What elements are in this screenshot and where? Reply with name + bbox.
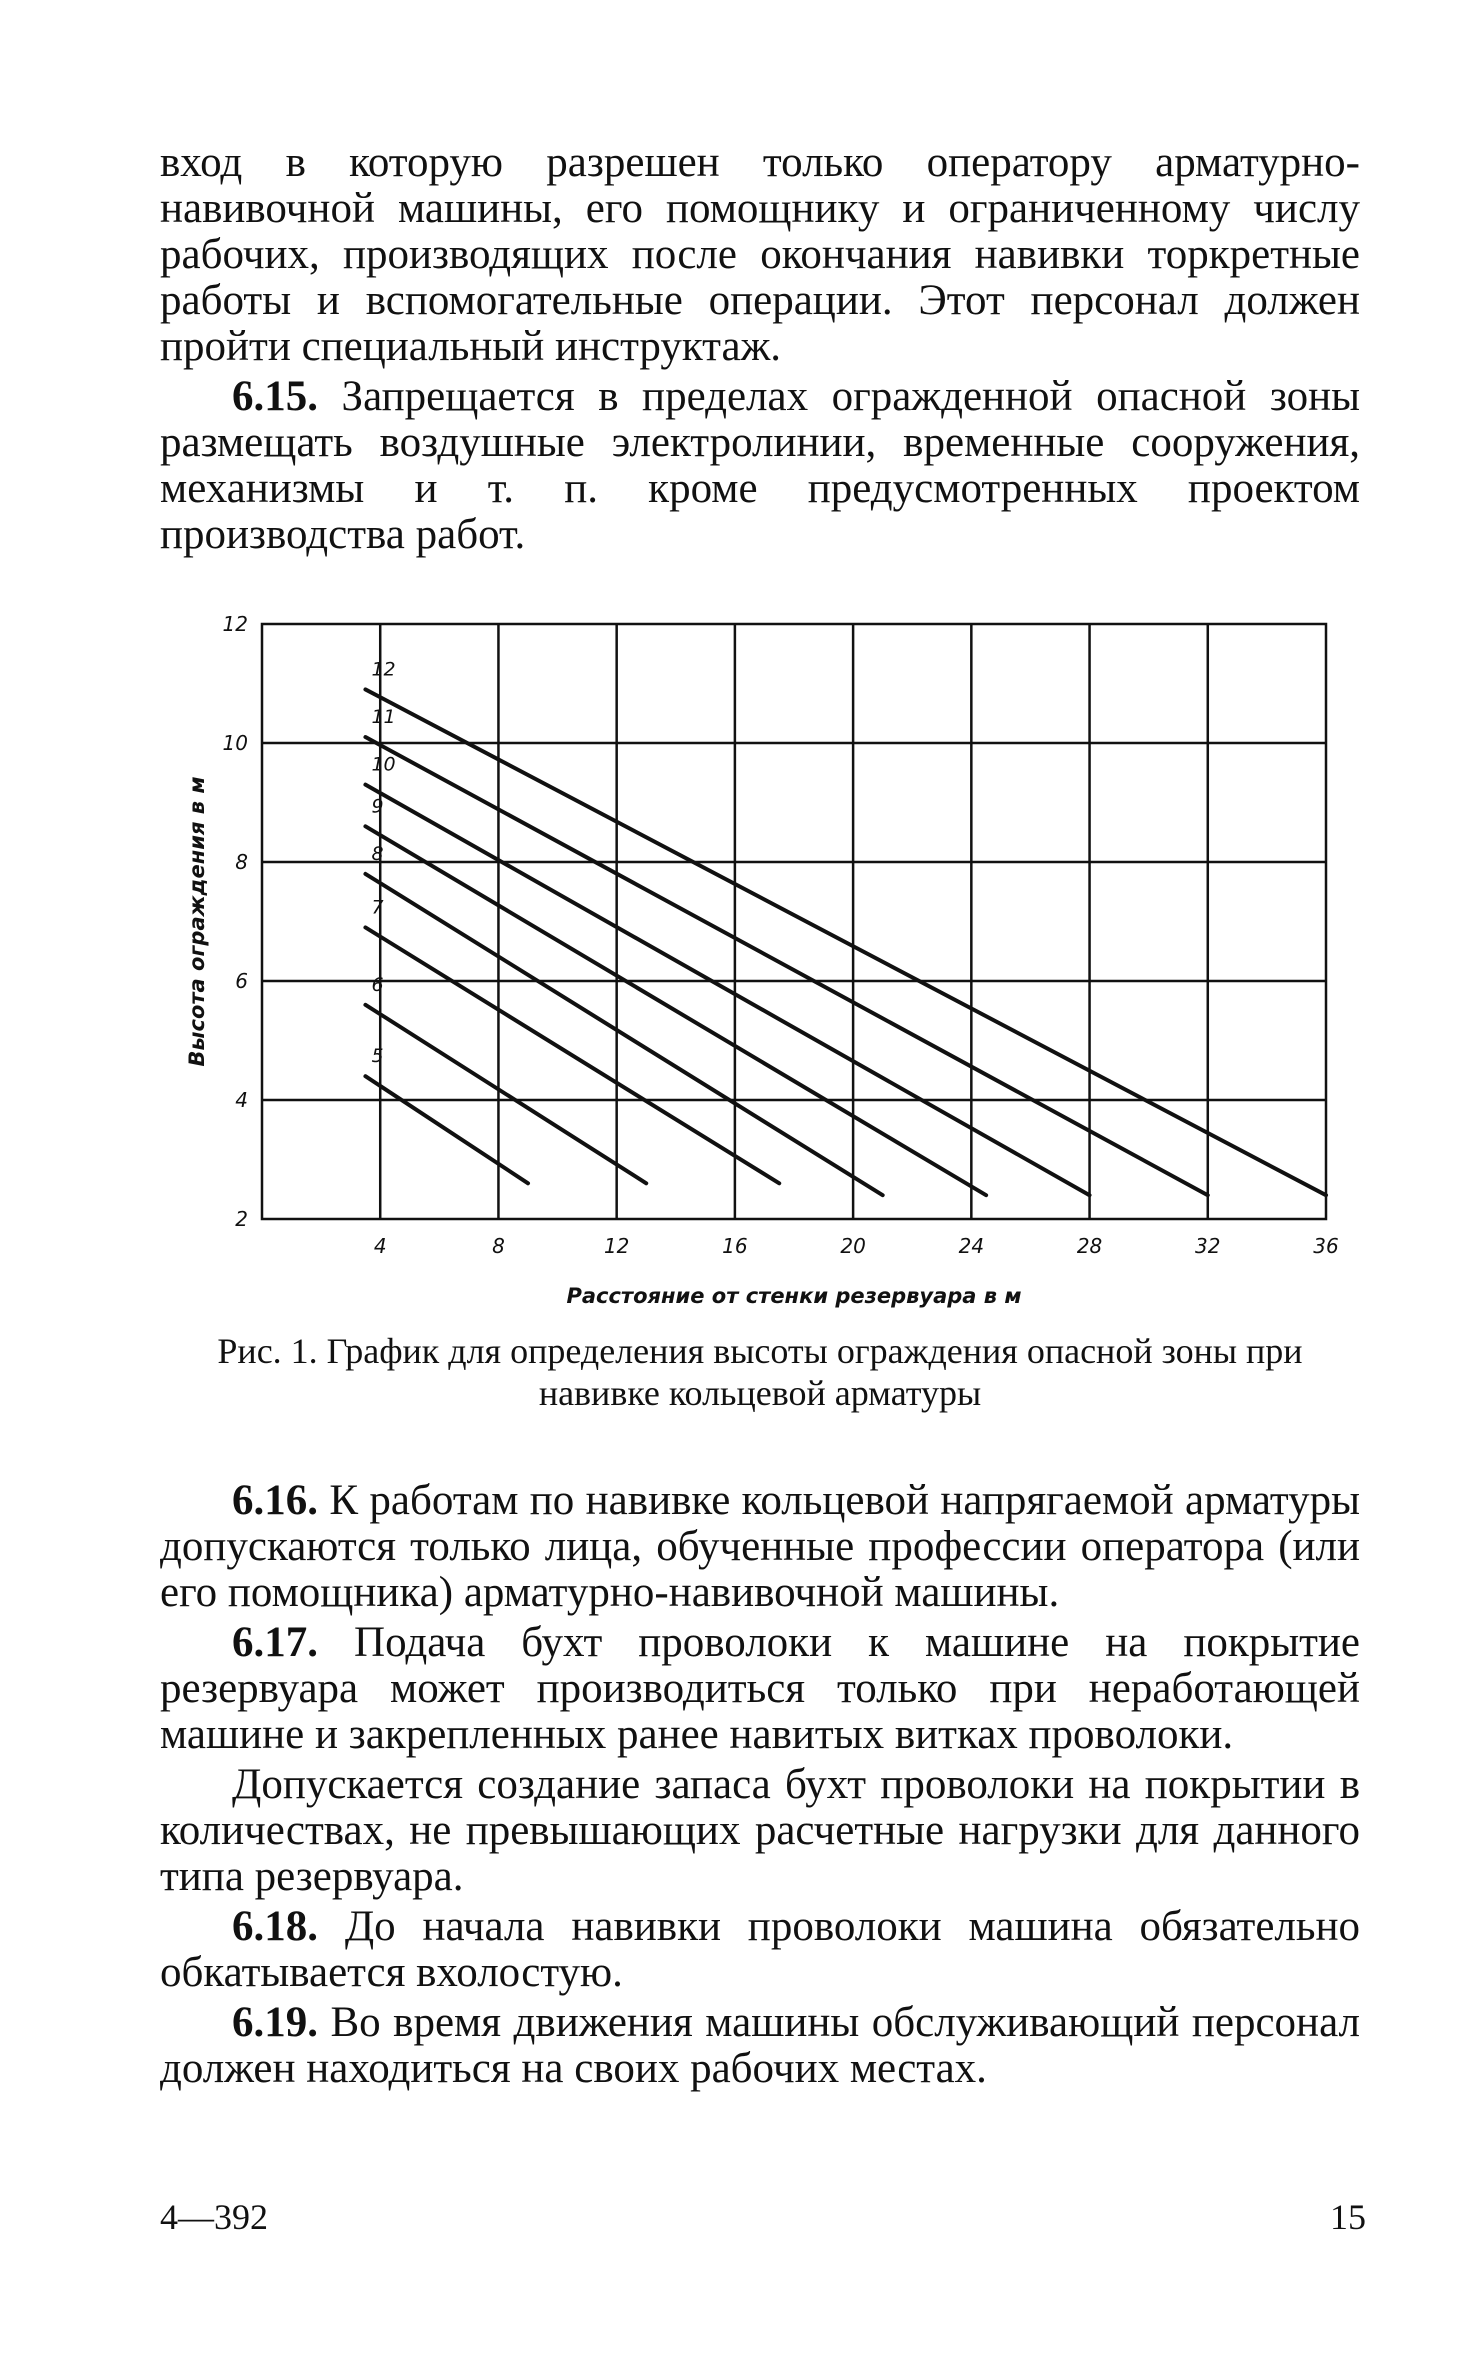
series-line xyxy=(365,927,779,1183)
paragraph-6-17-continued: Допускается создание запаса бухт проволоки на покрытии в количествах, не превышающих расчетные нагрузки для данного типа резервуара. xyxy=(160,1761,1360,1900)
series-label: 5 xyxy=(371,1045,384,1068)
page-signature: 4—392 xyxy=(160,2197,268,2237)
paragraph-number: 6.18. xyxy=(232,1903,318,1950)
y-tick-label: 2 xyxy=(235,1207,248,1231)
page-number: 15 xyxy=(1330,2197,1366,2237)
x-tick-label: 36 xyxy=(1313,1234,1339,1258)
upper-text-block xyxy=(160,140,1360,558)
paragraph-number: 6.17. xyxy=(232,1619,318,1666)
paragraph-number: 6.15. xyxy=(232,373,318,420)
series-line xyxy=(365,737,1207,1195)
series-label: 11 xyxy=(371,706,396,729)
paragraph-text: Во время движения машины обслуживающий персонал должен находиться на своих рабочих местах. xyxy=(160,1999,1360,2092)
paragraph-6-17 xyxy=(160,1620,1360,1758)
series-line xyxy=(365,785,1089,1196)
lower-text-block xyxy=(160,1478,1360,2092)
chart-svg xyxy=(160,592,1360,1312)
paragraph-6-15 xyxy=(160,374,1360,558)
paragraph-6-18 xyxy=(160,1904,1360,1996)
y-tick-label: 8 xyxy=(235,850,248,874)
x-tick-label: 24 xyxy=(958,1234,985,1258)
paragraph-text: До начала навивки проволоки машина обязательно обкатывается вхолостую. xyxy=(160,1903,1361,1996)
series-label: 7 xyxy=(371,896,384,919)
series-line xyxy=(365,1005,646,1184)
paragraph-6-19 xyxy=(160,2000,1360,2092)
series-label: 6 xyxy=(371,973,384,996)
paragraph-text: К работам по навивке кольцевой напрягаемой арматуры допускаются только лица, обученные профессии оператора (или его помощника) арматурно-навивочной машины. xyxy=(160,1477,1360,1616)
series-label: 9 xyxy=(371,795,384,818)
figure-chart xyxy=(160,592,1360,1312)
paragraph-text: Подача бухт проволоки к машине на покрытие резервуара может производиться только при неработающей машине и закрепленных ранее навитых витках проволоки. xyxy=(160,1619,1361,1758)
x-tick-label: 28 xyxy=(1076,1234,1103,1258)
x-tick-label: 20 xyxy=(840,1234,866,1258)
y-tick-label: 10 xyxy=(222,731,248,755)
x-tick-label: 16 xyxy=(722,1234,748,1258)
paragraph-6-16 xyxy=(160,1478,1360,1616)
paragraph-number: 6.19. xyxy=(232,1999,318,2046)
x-tick-label: 8 xyxy=(492,1234,505,1258)
series-label: 8 xyxy=(371,842,384,865)
y-tick-label: 4 xyxy=(235,1088,248,1112)
x-axis-title: Расстояние от стенки резервуара в м xyxy=(566,1284,1022,1308)
plot-frame xyxy=(262,624,1326,1219)
x-tick-label: 12 xyxy=(603,1234,630,1258)
x-tick-label: 4 xyxy=(373,1234,387,1258)
paragraph-text: Запрещается в пределах огражденной опасной зоны размещать воздушные электролинии, временные сооружения, механизмы и т. п. кроме предусмотренных проектом производства работ. xyxy=(160,373,1361,558)
series-line xyxy=(365,689,1326,1195)
series-label: 12 xyxy=(371,658,396,681)
y-tick-label: 6 xyxy=(235,969,248,993)
y-axis-title: Высота ограждения в м xyxy=(185,776,209,1067)
x-tick-label: 32 xyxy=(1195,1234,1221,1258)
figure-caption: Рис. 1. График для определения высоты ограждения опасной зоны при навивке кольцевой арматуры xyxy=(217,1331,1303,1413)
series-label: 10 xyxy=(371,753,396,776)
paragraph-continuation: вход в которую разрешен только оператору арматурно-навивочной машины, его помощнику и ограниченному числу рабочих, производящих после окончания навивки торкретные работы и вспомогательные операции. Этот персонал должен пройти специальный инструктаж. xyxy=(160,139,1360,370)
y-tick-label: 12 xyxy=(222,612,248,636)
paragraph-number: 6.16. xyxy=(232,1477,318,1524)
